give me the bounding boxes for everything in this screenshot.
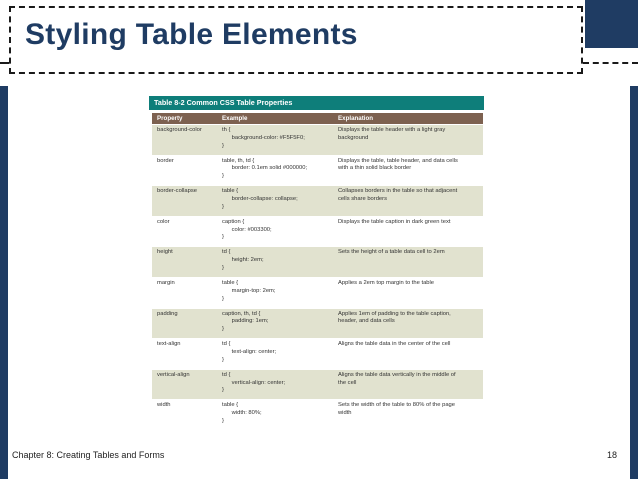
- cell-property: height: [157, 249, 173, 256]
- title-dashed-rule-right: [583, 62, 638, 64]
- header-explanation: Explanation: [338, 115, 374, 122]
- cell-explanation: Displays the table header with a light gray background: [338, 127, 446, 141]
- cell-property: border: [157, 157, 174, 164]
- cell-example: td { text-align: center; }: [222, 341, 277, 363]
- header-property: Property: [157, 115, 183, 122]
- table-row: [152, 339, 483, 369]
- cell-explanation: Displays the table, table header, and data cells with a thin solid black border: [338, 157, 458, 172]
- cell-example: table, th, td { border: 0.1em solid #000000; }: [222, 157, 308, 180]
- cell-property: margin: [157, 280, 175, 286]
- cell-explanation: Applies 1em of padding to the table caption, header, and data cells: [338, 310, 451, 325]
- footer-chapter-label: Chapter 8: Creating Tables and Forms: [12, 450, 165, 460]
- corner-accent-block: [585, 0, 638, 48]
- cell-property: padding: [157, 310, 178, 317]
- cell-example: td { height: 2em; }: [222, 249, 264, 271]
- cell-property: border-collapse: [157, 188, 197, 195]
- cell-explanation: Displays the table caption in dark green text: [338, 218, 451, 225]
- cell-explanation: Aligns the table data in the center of the cell: [338, 341, 451, 348]
- cell-example: caption { color: #003300; }: [222, 218, 272, 241]
- cell-explanation: Sets the height of a table data cell to 2em: [338, 249, 445, 256]
- cell-example: table { border-collapse: collapse; }: [222, 188, 298, 210]
- table-row: [152, 125, 483, 155]
- slide-title: Styling Table Elements: [25, 18, 358, 51]
- left-accent-band: [0, 86, 8, 479]
- cell-example: table { width: 80%; }: [222, 402, 262, 424]
- title-dashed-rule-left: [0, 62, 9, 64]
- css-table-properties-figure: [149, 96, 484, 435]
- cell-explanation: Aligns the table data vertically in the middle of the cell: [338, 371, 456, 386]
- cell-explanation: Sets the width of the table to 80% of the page width: [338, 402, 455, 417]
- page-number: 18: [607, 450, 618, 460]
- table-caption: Table 8-2 Common CSS Table Properties: [149, 96, 484, 110]
- table-row: [152, 186, 483, 216]
- cell-example: td { vertical-align: center; }: [222, 371, 286, 394]
- cell-explanation: Applies a 2em top margin to the table: [338, 280, 435, 286]
- cell-property: text-align: [157, 341, 181, 348]
- table-row: [152, 217, 483, 247]
- title-frame: [9, 6, 583, 74]
- right-accent-band: [630, 86, 638, 479]
- cell-property: vertical-align: [157, 371, 190, 378]
- table-row: [152, 370, 483, 400]
- table-header-row: [152, 113, 483, 124]
- cell-example: table { margin-top: 2em; }: [222, 280, 276, 302]
- cell-explanation: Collapses borders in the table so that adjacent cells share borders: [338, 188, 458, 202]
- cell-example: th { background-color: #F5F5F0; }: [222, 127, 305, 149]
- cell-property: width: [157, 402, 171, 409]
- table-row: [152, 156, 483, 186]
- header-example: Example: [222, 115, 248, 122]
- cell-example: caption, th, td { padding: 1em; }: [222, 310, 269, 333]
- cell-property: background-color: [157, 127, 202, 133]
- cell-property: color: [157, 218, 170, 225]
- table-row: [152, 278, 483, 308]
- table-row: [152, 400, 483, 430]
- table-row: [152, 309, 483, 339]
- table-row: [152, 247, 483, 277]
